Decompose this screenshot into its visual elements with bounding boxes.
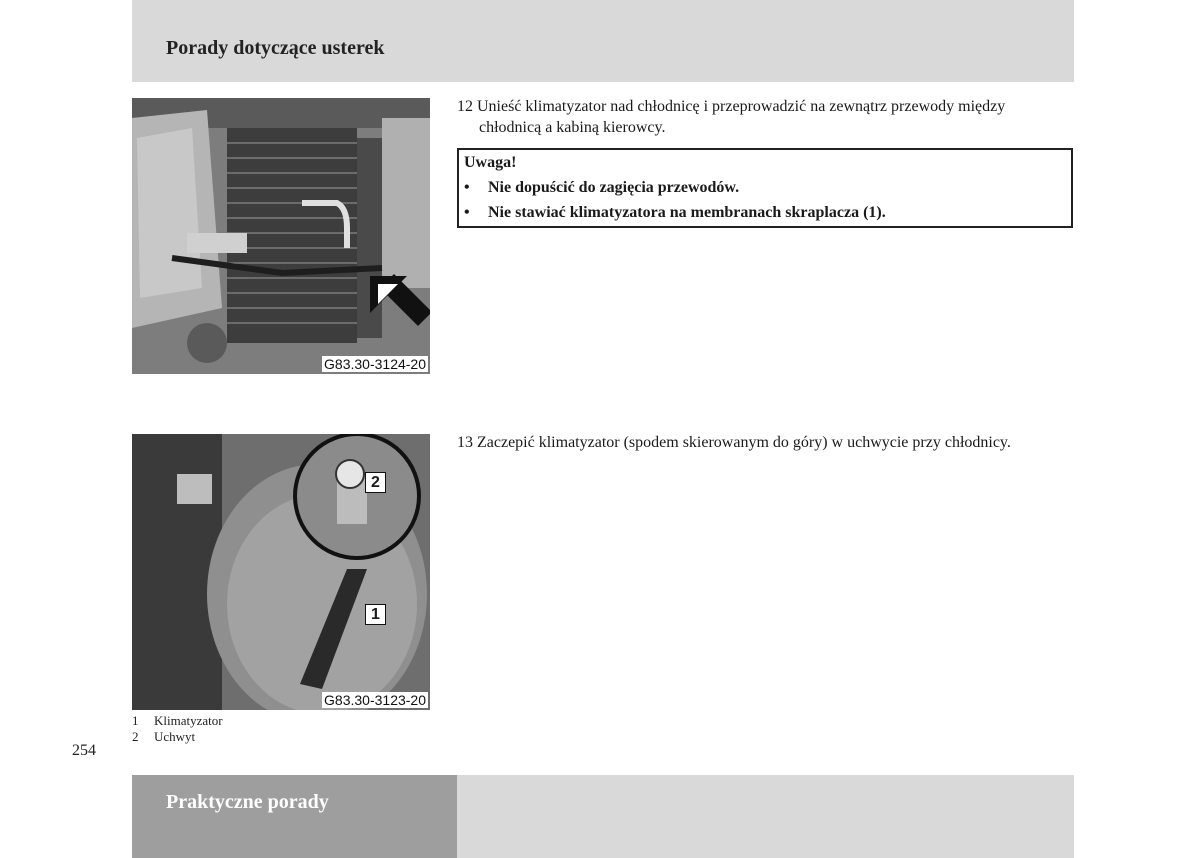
- bullet-icon: •: [464, 179, 470, 196]
- legend-row: [132, 713, 223, 729]
- warning-list: [459, 175, 1071, 225]
- page-number: 254: [72, 742, 96, 759]
- step-number: 13: [457, 434, 473, 451]
- step-text-line1: Unieść klimatyzator nad chłodnicę i przeprowadzić na zewnątrz przewody między: [477, 98, 1006, 115]
- photo-ac-hanging: [132, 434, 430, 710]
- step-number: 12: [457, 98, 473, 115]
- figure-code: G83.30-3123-20: [324, 692, 426, 708]
- warning-title: Uwaga!: [464, 154, 517, 171]
- warning-item-text: Nie dopuścić do zagięcia przewodów.: [488, 179, 740, 196]
- bullet-icon: •: [464, 204, 470, 221]
- legend-row: [132, 729, 223, 745]
- footer-band: [457, 775, 1074, 858]
- figure-legend: [132, 713, 223, 745]
- warning-item: [459, 200, 1071, 225]
- warning-item-text: Nie stawiać klimatyzatora na membranach skraplacza (1).: [488, 204, 886, 221]
- legend-label: Uchwyt: [154, 729, 196, 744]
- legend-number: 2: [132, 729, 139, 744]
- step-text-line2: chłodnicą a kabiną kierowcy.: [479, 119, 666, 136]
- warning-item: [459, 175, 1071, 200]
- warning-box: [457, 148, 1073, 228]
- header-band: [132, 0, 1074, 82]
- step-12: [457, 96, 1077, 138]
- callout-label-2: 2: [365, 472, 386, 493]
- photo-ac-removal: [132, 98, 430, 374]
- footer-section-band: [132, 775, 457, 858]
- figure-code: G83.30-3124-20: [324, 356, 426, 372]
- footer-section-title: Praktyczne porady: [166, 791, 329, 813]
- page-title: Porady dotyczące usterek: [166, 37, 385, 59]
- legend-label: Klimatyzator: [154, 713, 223, 728]
- step-text-line1: Zaczepić klimatyzator (spodem skierowanym do góry) w uchwycie przy chłodnicy.: [477, 434, 1011, 451]
- legend-number: 1: [132, 713, 139, 728]
- photo-illustration: [132, 98, 430, 374]
- callout-label-1: 1: [365, 604, 386, 625]
- step-13: [457, 432, 1077, 453]
